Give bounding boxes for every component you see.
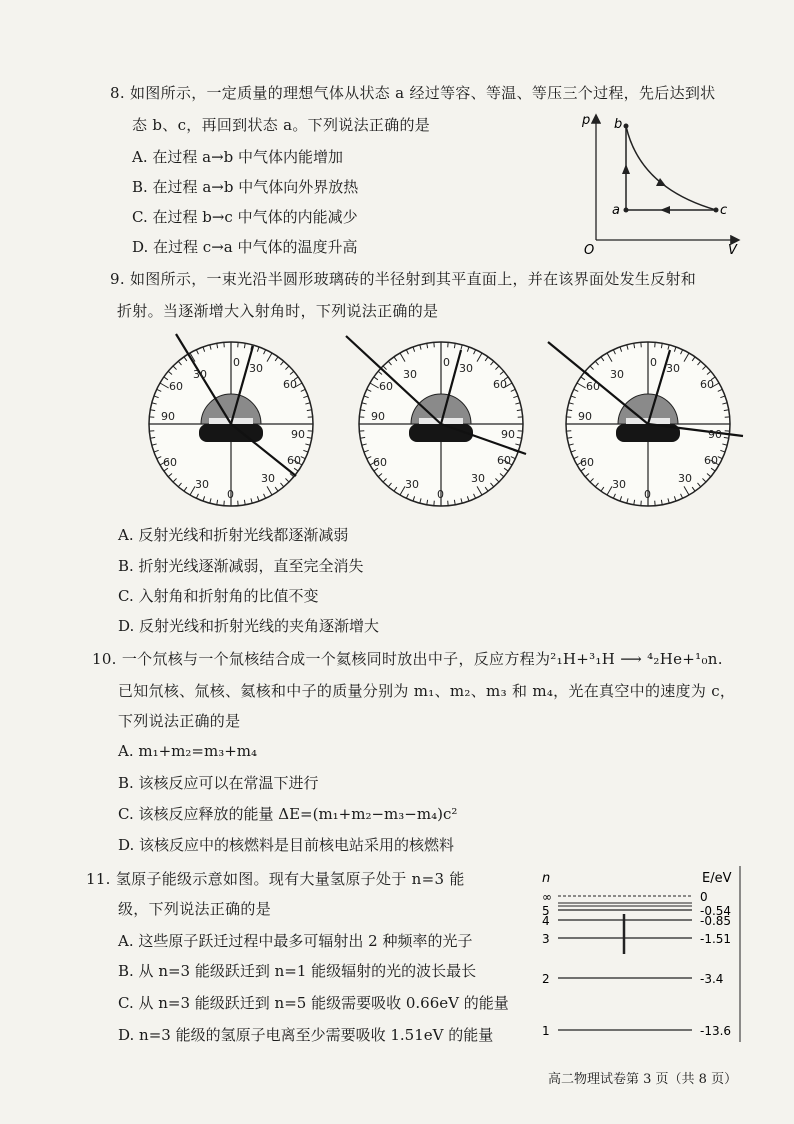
protractor-dial-3 [548, 342, 743, 506]
q11-stem-line1 [86, 868, 465, 889]
q9-stem-line1 [110, 268, 696, 289]
q10-stem-text: 一个氘核与一个氚核结合成一个氦核同时放出中子，反应方程为 [121, 650, 551, 668]
q10-option-a: A. m₁+m₂=m₃+m₄ [118, 742, 258, 760]
q8-option-a: A. 在过程 a→b 中气体内能增加 [132, 148, 344, 166]
energy-level-e-label: 0 [700, 890, 708, 904]
dial-degree-label: 30 [195, 478, 209, 491]
q10-stem-line3: 下列说法正确的是 [118, 712, 241, 730]
q8-stem-line2: 态 b、c，再回到状态 a。下列说法正确的是 [132, 116, 431, 134]
energy-level-n-label: 5 [542, 904, 550, 918]
energy-level-e-label: -3.4 [700, 972, 724, 986]
dial-degree-label: 30 [610, 368, 624, 381]
v-axis-label: V [728, 243, 737, 256]
label-a: a [612, 203, 620, 218]
q8-stem-line1 [110, 82, 715, 103]
point-c [714, 208, 719, 213]
dial-degree-label: 0 [437, 488, 444, 501]
q11-energy-level-diagram [530, 866, 750, 1046]
energy-level-e-label: -0.85 [700, 914, 732, 928]
dial-degree-label: 60 [287, 454, 301, 467]
arrow-c-a [660, 206, 670, 214]
q9-option-c: C. 入射角和折射角的比值不变 [118, 587, 319, 605]
q8-stem-text: 如图所示，一定质量的理想气体从状态 a 经过等容、等温、等压三个过程，先后达到状 [130, 84, 716, 102]
energy-level-e-label: -1.51 [700, 932, 732, 946]
dial-degree-label: 60 [586, 380, 600, 393]
dial-degree-label: 60 [704, 454, 718, 467]
energy-level-n-label: ∞ [542, 890, 552, 904]
q8-option-d: D. 在过程 c→a 中气体的温度升高 [132, 238, 358, 256]
q11-option-c: C. 从 n=3 能级跃迁到 n=5 能级需要吸收 0.66eV 的能量 [118, 994, 509, 1012]
q10-option-d: D. 该核反应中的核燃料是目前核电站采用的核燃料 [118, 836, 455, 854]
energy-level-n-label: 3 [542, 932, 550, 946]
q10-equation: ²₁H+³₁H ⟶ ⁴₂He+¹₀n. [550, 650, 723, 668]
process-b-c [626, 126, 716, 210]
origin-label: O [584, 243, 595, 256]
q10-option-b: B. 该核反应可以在常温下进行 [118, 774, 319, 792]
dial-degree-label: 30 [249, 362, 263, 375]
q9-dials-figure [126, 332, 756, 512]
dial-degree-label: 60 [700, 378, 714, 391]
q11-option-a: A. 这些原子跃迁过程中最多可辐射出 2 种频率的光子 [118, 932, 473, 950]
energy-level-e-label: -0.54 [700, 904, 732, 918]
dial-degree-label: 60 [379, 380, 393, 393]
point-b [624, 124, 629, 129]
dial-degree-label: 60 [580, 456, 594, 469]
q10-option-c: C. 该核反应释放的能量 ΔE=(m₁+m₂−m₃−m₄)c² [118, 805, 458, 823]
protractor-dial-1 [149, 334, 313, 506]
dial-degree-label: 0 [233, 356, 240, 369]
dial-degree-label: 60 [163, 456, 177, 469]
dial-degree-label: 30 [666, 362, 680, 375]
q9-option-a: A. 反射光线和折射光线都逐渐减弱 [118, 526, 349, 544]
label-b: b [614, 117, 623, 132]
q10-stem-line2: 已知氘核、氚核、氦核和中子的质量分别为 m₁、m₂、m₃ 和 m₄，光在真空中的速度为 c， [118, 682, 736, 700]
dial-degree-label: 60 [283, 378, 297, 391]
n-header: n [542, 871, 551, 886]
energy-level-n-label: 1 [542, 1024, 550, 1038]
protractor-dial-2 [346, 336, 526, 506]
q8-number: 8. [110, 84, 125, 102]
energy-level-e-label: -13.6 [700, 1024, 732, 1038]
dial-degree-label: 60 [493, 378, 507, 391]
dial-degree-label: 0 [650, 356, 657, 369]
dial-degree-label: 60 [497, 454, 511, 467]
energy-level-n-label: 4 [542, 914, 550, 928]
dial-degree-label: 0 [644, 488, 651, 501]
dial-degree-label: 30 [403, 368, 417, 381]
dial-degree-label: 30 [459, 362, 473, 375]
q11-number: 11. [86, 870, 111, 888]
energy-level-n-label: 2 [542, 972, 550, 986]
q9-option-b: B. 折射光线逐渐减弱，直至完全消失 [118, 557, 364, 575]
dial-degree-label: 60 [169, 380, 183, 393]
dial-degree-label: 30 [678, 472, 692, 485]
dial-degree-label: 30 [193, 368, 207, 381]
dial-degree-label: 30 [405, 478, 419, 491]
arrow-a-b [622, 164, 630, 174]
dial-degree-label: 30 [471, 472, 485, 485]
q11-option-d: D. n=3 能级的氢原子电离至少需要吸收 1.51eV 的能量 [118, 1026, 494, 1044]
q9-stem-text: 如图所示，一束光沿半圆形玻璃砖的半径射到其平直面上，并在该界面处发生反射和 [130, 270, 697, 288]
dial-degree-label: 90 [371, 410, 385, 423]
p-axis-label: p [582, 113, 591, 128]
q10-stem-line1 [92, 648, 723, 669]
q8-option-c: C. 在过程 b→c 中气体的内能减少 [132, 208, 358, 226]
dial-degree-label: 90 [291, 428, 305, 441]
q9-stem-line2: 折射。当逐渐增大入射角时，下列说法正确的是 [117, 302, 439, 320]
q9-option-d: D. 反射光线和折射光线的夹角逐渐增大 [118, 617, 380, 635]
dial-degree-label: 90 [708, 428, 722, 441]
point-a [624, 208, 629, 213]
glass-base-block [199, 424, 263, 442]
dial-degree-label: 90 [578, 410, 592, 423]
q11-stem-line2: 级，下列说法正确的是 [118, 900, 272, 918]
e-header: E/eV [702, 871, 732, 886]
q9-number: 9. [110, 270, 125, 288]
page-footer: 高二物理试卷第 3 页（共 8 页） [548, 1072, 738, 1087]
dial-degree-label: 90 [501, 428, 515, 441]
dial-degree-label: 90 [161, 410, 175, 423]
label-c: c [720, 203, 728, 218]
q11-option-b: B. 从 n=3 能级跃迁到 n=1 能级辐射的光的波长最长 [118, 962, 477, 980]
dial-degree-label: 0 [443, 356, 450, 369]
dial-degree-label: 30 [261, 472, 275, 485]
dial-degree-label: 60 [373, 456, 387, 469]
q11-stem-text: 氢原子能级示意如图。现有大量氢原子处于 n=3 能 [115, 870, 465, 888]
dial-degree-label: 30 [612, 478, 626, 491]
q10-number: 10. [92, 650, 117, 668]
q8-option-b: B. 在过程 a→b 中气体向外界放热 [132, 178, 359, 196]
q8-pv-graph [578, 108, 748, 256]
dial-degree-label: 0 [227, 488, 234, 501]
